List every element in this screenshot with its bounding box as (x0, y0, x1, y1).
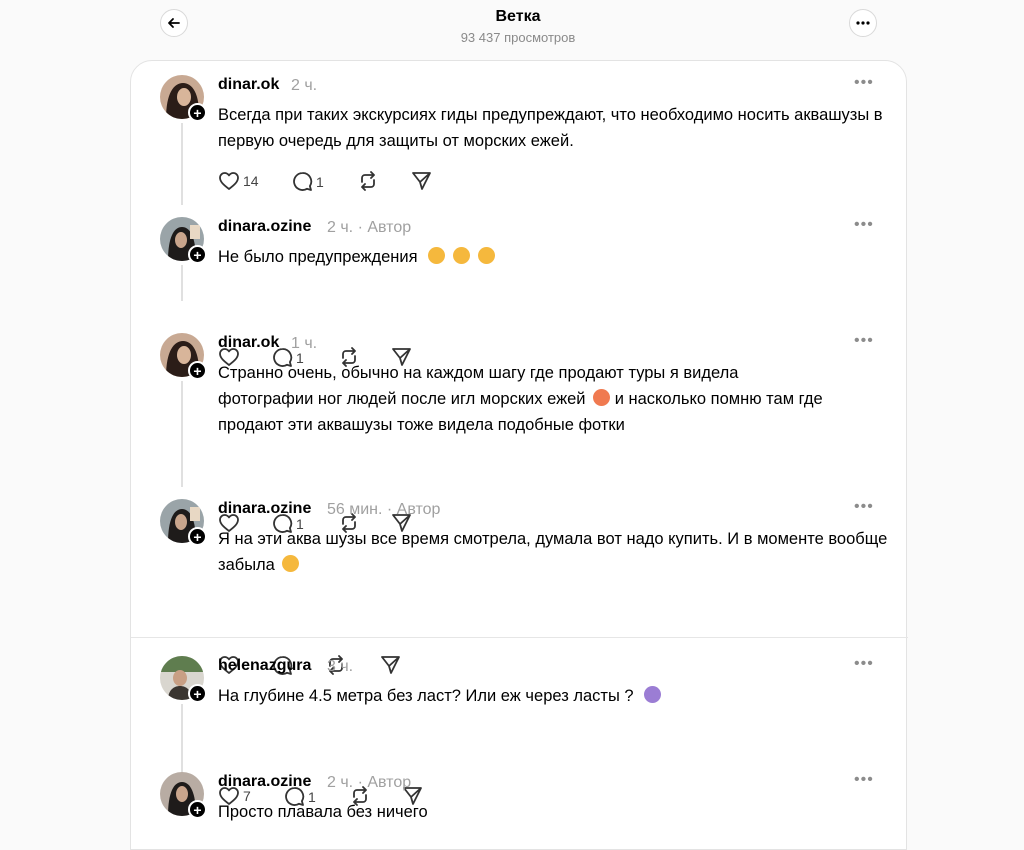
reply-count: 1 (296, 349, 304, 366)
avatar[interactable] (160, 75, 204, 119)
post-more-icon[interactable]: ••• (854, 655, 874, 672)
post-text-container (218, 360, 838, 438)
post-meta: 2 ч. · Автор (327, 219, 412, 236)
follow-plus-icon[interactable]: + (188, 800, 207, 819)
emoji-icon (453, 247, 470, 264)
post-text-container (218, 244, 888, 270)
emoji-icon (282, 555, 299, 572)
avatar[interactable] (160, 499, 204, 543)
post-text: Странно очень, обычно на каждом шагу где продают туры я видела фотографии ног людей после игл морских ежей (218, 364, 739, 408)
like-count: 14 (243, 173, 259, 189)
username[interactable]: dinara.ozine (218, 773, 312, 790)
follow-plus-icon[interactable]: + (188, 684, 207, 703)
avatar[interactable] (160, 217, 204, 261)
more-options-button[interactable] (849, 9, 877, 37)
post-meta: 2 ч. · Автор (327, 774, 412, 791)
username[interactable]: dinar.ok (218, 76, 280, 93)
thread-line (181, 123, 183, 205)
avatar[interactable] (160, 772, 204, 816)
reply-count: 1 (296, 515, 304, 532)
post-more-icon[interactable]: ••• (854, 332, 874, 349)
avatar[interactable] (160, 656, 204, 700)
post-more-icon[interactable]: ••• (854, 74, 874, 91)
thread-line (181, 704, 183, 774)
emoji-icon (428, 247, 445, 264)
share-button[interactable] (380, 655, 401, 675)
username[interactable]: dinar.ok (218, 334, 280, 351)
thread-line (181, 381, 183, 487)
follow-plus-icon[interactable]: + (188, 103, 207, 122)
repost-icon (357, 171, 379, 191)
comment-icon (292, 171, 313, 192)
follow-plus-icon[interactable]: + (188, 245, 207, 264)
follow-plus-icon[interactable]: + (188, 527, 207, 546)
thread-panel (130, 60, 907, 850)
post-text: Просто плавала без ничего (218, 803, 428, 821)
username[interactable]: helenazgura (218, 657, 312, 674)
post-more-icon[interactable]: ••• (854, 498, 874, 515)
post-meta: 1 ч. (291, 335, 318, 352)
reply-count: 1 (316, 173, 324, 190)
reply-button[interactable] (292, 171, 324, 192)
post-text: Не было предупреждения (218, 248, 418, 266)
like-count: 7 (243, 788, 251, 804)
post-text: Я на эти аква шузы все время смотрела, думала вот надо купить. И в моменте вообще забыла (218, 530, 888, 574)
emoji-icon (644, 686, 661, 703)
post-text: Всегда при таких экскурсиях гиды предупреждают, что необходимо носить аквашузы в первую очередь для защиты от морских ежей. (218, 106, 883, 150)
view-count: 93 437 просмотров (460, 30, 576, 45)
send-icon (380, 655, 401, 675)
send-icon (411, 171, 432, 191)
post-more-icon[interactable]: ••• (854, 771, 874, 788)
reply-count: 1 (308, 788, 316, 805)
post-meta: 2 ч. (291, 77, 318, 94)
emoji-icon (593, 389, 610, 406)
follow-plus-icon[interactable]: + (188, 361, 207, 380)
username[interactable]: dinara.ozine (218, 500, 312, 517)
post-meta: 3 ч. (327, 658, 354, 675)
username[interactable]: dinara.ozine (218, 218, 312, 235)
avatar[interactable] (160, 333, 204, 377)
post-text-container (218, 683, 888, 709)
like-button[interactable] (218, 171, 259, 191)
emoji-icon (478, 247, 495, 264)
top-bar (0, 0, 1024, 60)
thread-line (181, 265, 183, 301)
thread-divider (131, 637, 908, 638)
repost-button[interactable] (357, 171, 379, 191)
post-more-icon[interactable]: ••• (854, 216, 874, 233)
post-text-container (218, 526, 888, 578)
post-text: и насколько помню там где продают эти аквашузы тоже видела подобные фотки (218, 390, 823, 434)
post-meta: 56 мин. · Автор (327, 501, 441, 518)
more-icon (856, 21, 870, 25)
heart-icon (218, 171, 240, 191)
post-text: На глубине 4.5 метра без ласт? Или еж через ласты ? (218, 687, 634, 705)
page-title: Ветка (495, 8, 541, 25)
share-button[interactable] (411, 171, 432, 191)
